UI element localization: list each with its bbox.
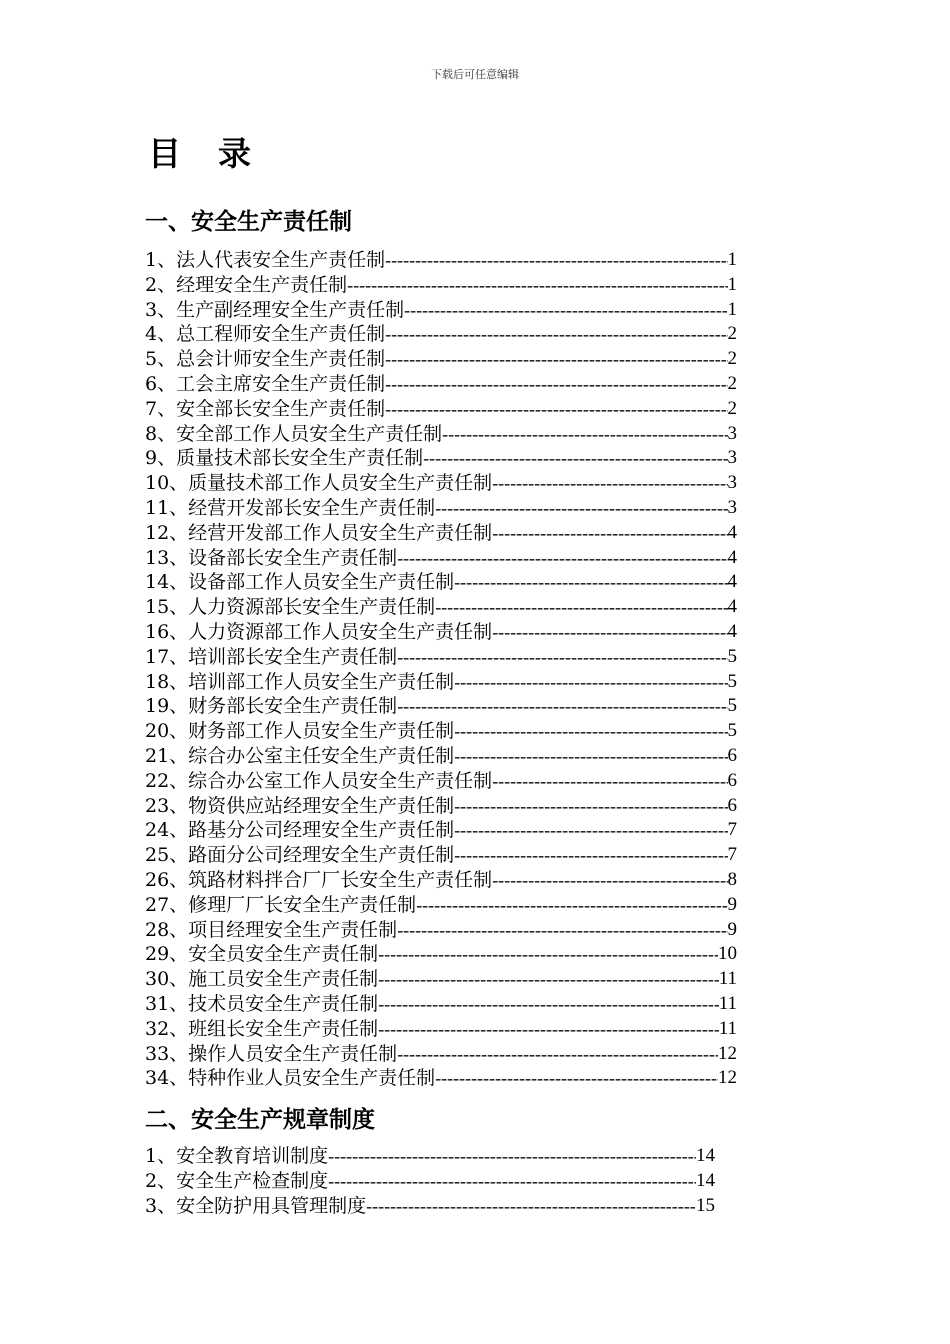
toc-entry[interactable] <box>145 1066 737 1091</box>
toc-entry-label: 7、安全部长安全生产责任制 <box>145 397 386 420</box>
section-heading-1: 一、安全生产责任制 <box>145 209 352 235</box>
toc-leader-dashes <box>397 546 727 571</box>
toc-entry-label: 25、路面分公司经理安全生产责任制 <box>145 844 455 867</box>
toc-list-section-2 <box>145 1144 715 1218</box>
toc-leader-dashes <box>454 794 727 819</box>
toc-entry-page-number: 1 <box>727 273 737 295</box>
toc-entry[interactable] <box>145 471 737 496</box>
toc-entry-label: 13、设备部长安全生产责任制 <box>145 546 398 569</box>
toc-leader-dashes <box>378 1017 719 1042</box>
toc-entry-page-number: 11 <box>718 992 737 1014</box>
toc-entry-page-number: 4 <box>727 596 737 618</box>
toc-entry-page-number: 5 <box>727 695 737 717</box>
toc-entry-label: 30、施工员安全生产责任制 <box>145 968 379 991</box>
toc-entry-page-number: 14 <box>696 1145 715 1166</box>
toc-leader-dashes <box>347 273 727 298</box>
toc-entry[interactable] <box>145 521 737 546</box>
toc-entry-label: 5、总会计师安全生产责任制 <box>145 348 386 371</box>
toc-entry-page-number: 5 <box>727 645 737 667</box>
toc-leader-dashes <box>492 769 727 794</box>
toc-entry-label: 21、综合办公室主任安全生产责任制 <box>145 744 455 767</box>
toc-leader-dashes <box>378 992 719 1017</box>
toc-entry-page-number: 3 <box>727 496 737 518</box>
toc-entry-label: 26、筑路材料拌合厂厂长安全生产责任制 <box>145 868 493 891</box>
toc-entry-label: 1、安全教育培训制度 <box>145 1145 329 1167</box>
toc-entry-page-number: 3 <box>727 422 737 444</box>
toc-entry[interactable] <box>145 1017 737 1042</box>
toc-entry-page-number: 15 <box>696 1194 715 1216</box>
toc-leader-dashes <box>397 918 727 943</box>
toc-entry-label: 3、安全防护用具管理制度 <box>145 1194 367 1217</box>
toc-entry-page-number: 7 <box>727 819 737 841</box>
toc-entry-page-number: 4 <box>727 546 737 568</box>
toc-leader-dashes <box>385 248 727 273</box>
toc-entry[interactable] <box>145 496 737 521</box>
toc-entry-page-number: 6 <box>727 794 737 816</box>
toc-leader-dashes <box>385 397 727 422</box>
toc-entry-label: 8、安全部工作人员安全生产责任制 <box>145 422 443 445</box>
toc-leader-dashes <box>404 298 727 323</box>
toc-entry-label: 3、生产副经理安全生产责任制 <box>145 298 405 321</box>
toc-entry[interactable] <box>145 670 737 695</box>
toc-entry[interactable] <box>145 893 737 918</box>
toc-entry-page-number: 12 <box>718 1067 737 1089</box>
toc-entry-label: 14、设备部工作人员安全生产责任制 <box>145 571 455 594</box>
toc-entry[interactable] <box>145 992 737 1017</box>
toc-leader-dashes <box>492 868 727 893</box>
toc-leader-dashes <box>454 570 727 595</box>
toc-entry[interactable] <box>145 273 737 298</box>
toc-entry-label: 2、经理安全生产责任制 <box>145 273 348 296</box>
toc-entry-page-number: 6 <box>727 769 737 791</box>
toc-entry[interactable] <box>145 570 737 595</box>
toc-entry-page-number: 10 <box>718 943 737 965</box>
toc-leader-dashes <box>385 372 727 397</box>
toc-entry-page-number: 2 <box>727 372 737 394</box>
toc-entry-page-number: 7 <box>727 844 737 866</box>
toc-entry[interactable] <box>145 546 737 571</box>
toc-leader-dashes <box>416 893 727 918</box>
toc-entry-label: 31、技术员安全生产责任制 <box>145 992 379 1015</box>
toc-leader-dashes <box>435 1066 718 1091</box>
toc-entry-label: 32、班组长安全生产责任制 <box>145 1017 379 1040</box>
toc-leader-dashes <box>454 818 727 843</box>
toc-entry-label: 10、质量技术部工作人员安全生产责任制 <box>145 472 493 495</box>
toc-entry-label: 22、综合办公室工作人员安全生产责任制 <box>145 769 493 792</box>
toc-entry[interactable] <box>145 372 737 397</box>
toc-entry-label: 27、修理厂厂长安全生产责任制 <box>145 893 417 916</box>
toc-entry-page-number: 5 <box>727 670 737 692</box>
toc-entry-page-number: 8 <box>727 868 737 890</box>
toc-entry[interactable] <box>145 942 737 967</box>
toc-entry-page-number: 4 <box>727 571 737 593</box>
toc-entry[interactable] <box>145 595 737 620</box>
toc-entry-page-number: 3 <box>727 472 737 494</box>
toc-entry-page-number: 1 <box>727 298 737 320</box>
toc-leader-dashes <box>492 471 727 496</box>
toc-entry-label: 16、人力资源部工作人员安全生产责任制 <box>145 620 493 643</box>
toc-entry-label: 9、质量技术部长安全生产责任制 <box>145 447 424 470</box>
toc-entry-page-number: 4 <box>727 620 737 642</box>
toc-entry[interactable] <box>145 818 737 843</box>
toc-entry[interactable] <box>145 794 737 819</box>
toc-leader-dashes <box>435 496 727 521</box>
toc-leader-dashes <box>454 719 727 744</box>
toc-entry-page-number: 9 <box>727 918 737 940</box>
toc-entry-label: 29、安全员安全生产责任制 <box>145 943 379 966</box>
toc-entry[interactable] <box>145 918 737 943</box>
toc-leader-dashes <box>366 1194 696 1219</box>
toc-entry[interactable] <box>145 322 737 347</box>
toc-leader-dashes <box>492 620 727 645</box>
toc-entry-label: 23、物资供应站经理安全生产责任制 <box>145 794 455 817</box>
toc-entry[interactable] <box>145 1169 715 1194</box>
toc-entry-label: 17、培训部长安全生产责任制 <box>145 645 398 668</box>
toc-leader-dashes <box>378 967 719 992</box>
toc-leader-dashes <box>492 521 727 546</box>
toc-entry-label: 28、项目经理安全生产责任制 <box>145 918 398 941</box>
toc-entry-page-number: 12 <box>718 1042 737 1064</box>
toc-entry[interactable] <box>145 422 737 447</box>
toc-leader-dashes <box>385 347 727 372</box>
toc-leader-dashes <box>435 595 727 620</box>
toc-entry-page-number: 9 <box>727 893 737 915</box>
toc-leader-dashes <box>397 645 727 670</box>
toc-entry-page-number: 2 <box>727 348 737 370</box>
page-title: 目 录 <box>148 134 253 173</box>
toc-entry-label: 6、工会主席安全生产责任制 <box>145 372 386 395</box>
toc-entry[interactable] <box>145 620 737 645</box>
toc-entry[interactable] <box>145 446 737 471</box>
page-header: 下载后可任意编辑 <box>431 68 519 81</box>
toc-entry[interactable] <box>145 1194 715 1219</box>
toc-entry-page-number: 6 <box>727 744 737 766</box>
toc-leader-dashes <box>378 942 718 967</box>
toc-entry[interactable] <box>145 868 737 893</box>
toc-leader-dashes <box>397 1042 718 1067</box>
toc-entry[interactable] <box>145 1144 715 1169</box>
toc-entry-label: 15、人力资源部长安全生产责任制 <box>145 596 436 619</box>
toc-leader-dashes <box>385 322 727 347</box>
toc-entry-label: 4、总工程师安全生产责任制 <box>145 323 386 346</box>
toc-entry-page-number: 11 <box>718 968 737 990</box>
toc-entry[interactable] <box>145 769 737 794</box>
toc-leader-dashes <box>423 446 727 471</box>
toc-entry[interactable] <box>145 248 737 273</box>
toc-entry-page-number: 2 <box>727 323 737 345</box>
toc-entry-label: 19、财务部长安全生产责任制 <box>145 695 398 718</box>
toc-entry[interactable] <box>145 397 737 422</box>
toc-leader-dashes <box>454 670 727 695</box>
toc-entry-label: 12、经营开发部工作人员安全生产责任制 <box>145 521 493 544</box>
toc-entry-label: 24、路基分公司经理安全生产责任制 <box>145 819 455 842</box>
toc-entry[interactable] <box>145 719 737 744</box>
toc-leader-dashes <box>328 1169 696 1194</box>
toc-entry-label: 34、特种作业人员安全生产责任制 <box>145 1067 436 1090</box>
toc-leader-dashes <box>328 1144 696 1169</box>
toc-entry-label: 2、安全生产检查制度 <box>145 1169 329 1192</box>
section-heading-2: 二、安全生产规章制度 <box>145 1107 375 1133</box>
toc-entry[interactable] <box>145 298 737 323</box>
toc-entry-label: 18、培训部工作人员安全生产责任制 <box>145 670 455 693</box>
toc-list-section-1 <box>145 248 737 1091</box>
toc-entry[interactable] <box>145 1042 737 1067</box>
toc-entry-page-number: 1 <box>727 249 737 270</box>
toc-leader-dashes <box>442 422 727 447</box>
toc-entry[interactable] <box>145 843 737 868</box>
toc-entry[interactable] <box>145 347 737 372</box>
toc-entry-label: 33、操作人员安全生产责任制 <box>145 1042 398 1065</box>
toc-entry-page-number: 3 <box>727 447 737 469</box>
toc-entry-label: 20、财务部工作人员安全生产责任制 <box>145 720 455 743</box>
toc-entry-page-number: 11 <box>718 1017 737 1039</box>
toc-entry-page-number: 14 <box>696 1169 715 1191</box>
toc-entry-page-number: 2 <box>727 397 737 419</box>
toc-entry-page-number: 5 <box>727 720 737 742</box>
toc-entry[interactable] <box>145 967 737 992</box>
toc-entry-label: 1、法人代表安全生产责任制 <box>145 249 386 271</box>
toc-leader-dashes <box>454 843 727 868</box>
toc-leader-dashes <box>454 744 727 769</box>
toc-entry[interactable] <box>145 645 737 670</box>
toc-entry[interactable] <box>145 694 737 719</box>
toc-leader-dashes <box>397 694 727 719</box>
toc-entry[interactable] <box>145 744 737 769</box>
toc-entry-label: 11、经营开发部长安全生产责任制 <box>145 496 436 519</box>
toc-entry-page-number: 4 <box>727 521 737 543</box>
